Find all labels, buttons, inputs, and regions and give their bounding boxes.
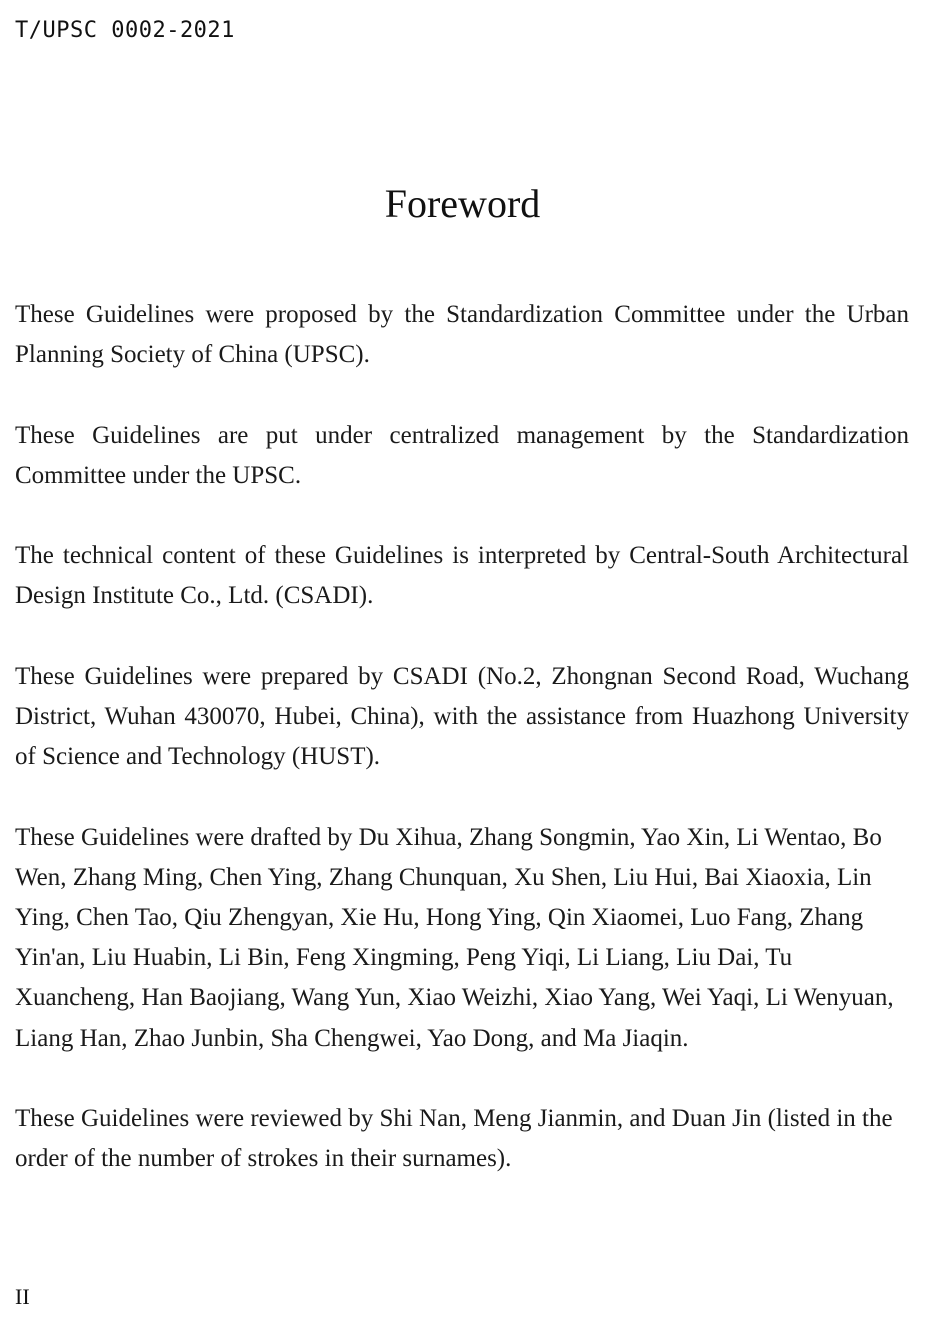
paragraph-reviewed-by: These Guidelines were reviewed by Shi Nan, Meng Jianmin, and Duan Jin (listed in the order of the number of strokes in their surnames). xyxy=(15,1104,893,1173)
paragraph-prepared-by: These Guidelines were prepared by CSADI (No.2, Zhongnan Second Road, Wuchang District, Wuhan 430070, Hubei, China), with the assistance from Huazhong University of Science and Technology (HUST). xyxy=(15,662,909,771)
paragraph-interpretation: The technical content of these Guidelines is interpreted by Central-South Architectural Design Institute Co., Ltd. (CSADI). xyxy=(15,542,909,610)
page-title: Foreword xyxy=(384,181,541,226)
paragraph-management: These Guidelines are put under centralized management by the Standardization Committee under the UPSC. xyxy=(15,421,909,489)
document-code: T/UPSC 0002-2021 xyxy=(15,18,235,43)
paragraph-drafted-by: These Guidelines were drafted by Du Xihua, Zhang Songmin, Yao Xin, Li Wentao, Bo Wen, Zhang Ming, Chen Ying, Zhang Chunquan, Xu Shen, Liu Hui, Bai Xiaoxia, Lin Ying, Chen Tao, Qiu Zhengyan, Xie Hu, Hong Ying, Qin Xiaomei, Luo Fang, Zhang Yin'an, Liu Huabin, Li Bin, Feng Xingming, Peng Yiqi, Li Liang, Liu Dai, Tu Xuancheng, Han Baojiang, Wang Yun, Xiao Weizhi, Xiao Yang, Wei Yaqi, Li Wenyuan, Liang Han, Zhao Junbin, Sha Chengwei, Yao Dong, and Ma Jiaqin. xyxy=(15,823,894,1052)
foreword-body xyxy=(15,295,909,1220)
paragraph-proposed-by: These Guidelines were proposed by the Standardization Committee under the Urban Planning Society of China (UPSC). xyxy=(15,301,909,369)
page-number: II xyxy=(15,1284,30,1309)
